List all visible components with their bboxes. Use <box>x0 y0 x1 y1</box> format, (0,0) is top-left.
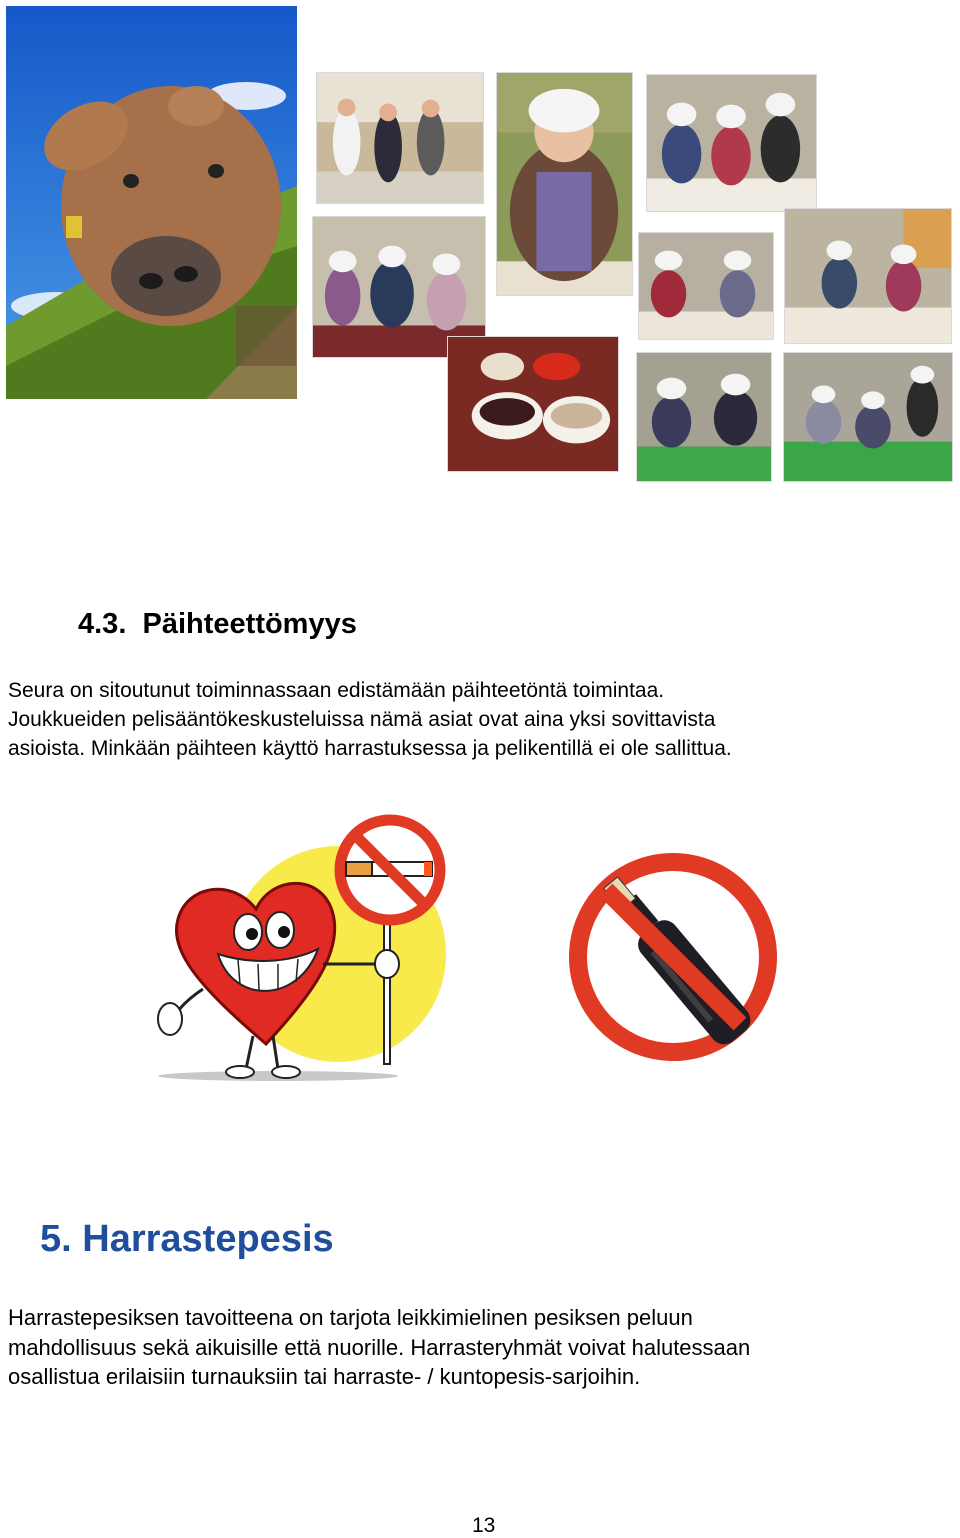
cooking-photo-3 <box>646 74 817 212</box>
page-number: 13 <box>472 1514 496 1537</box>
paragraph-line: mahdollisuus sekä aikuisille että nuorille. Harrasteryhmät voivat halutessaan <box>8 1335 751 1360</box>
paragraph-line: Harrastepesiksen tavoitteena on tarjota leikkimielinen pesiksen peluun <box>8 1305 693 1330</box>
chapter-title: Harrastepesis <box>82 1218 334 1260</box>
no-smoking-heart-illustration <box>148 814 458 1084</box>
cooking-photo-6 <box>784 208 952 344</box>
cooking-photo-8 <box>636 352 772 482</box>
cow-photo <box>6 6 297 399</box>
chapter-number: 5. <box>40 1218 72 1260</box>
no-alcohol-sign <box>566 850 780 1064</box>
cooking-photo-7 <box>447 336 619 472</box>
cooking-photo-9 <box>783 352 953 482</box>
chapter-heading <box>40 1218 334 1261</box>
section-number: 4.3. <box>78 608 127 640</box>
paragraph-line: osallistua erilaisiin turnauksiin tai harraste- / kuntopesis-sarjoihin. <box>8 1364 641 1389</box>
cooking-photo-5 <box>638 232 774 340</box>
cooking-photo-2 <box>496 72 633 296</box>
section-title: Päihteettömyys <box>142 608 357 640</box>
paragraph-line: asioista. Minkään päihteen käyttö harrastuksessa ja pelikentillä ei ole sallittua. <box>8 737 732 760</box>
paragraph-line: Seura on sitoutunut toiminnassaan edistämään päihteetöntä toimintaa. <box>8 679 665 702</box>
section-heading <box>78 608 357 641</box>
cooking-photo-1 <box>316 72 484 204</box>
paragraph-line: Joukkueiden pelisääntökeskusteluissa nämä asiat ovat aina yksi sovittavista <box>8 708 716 731</box>
